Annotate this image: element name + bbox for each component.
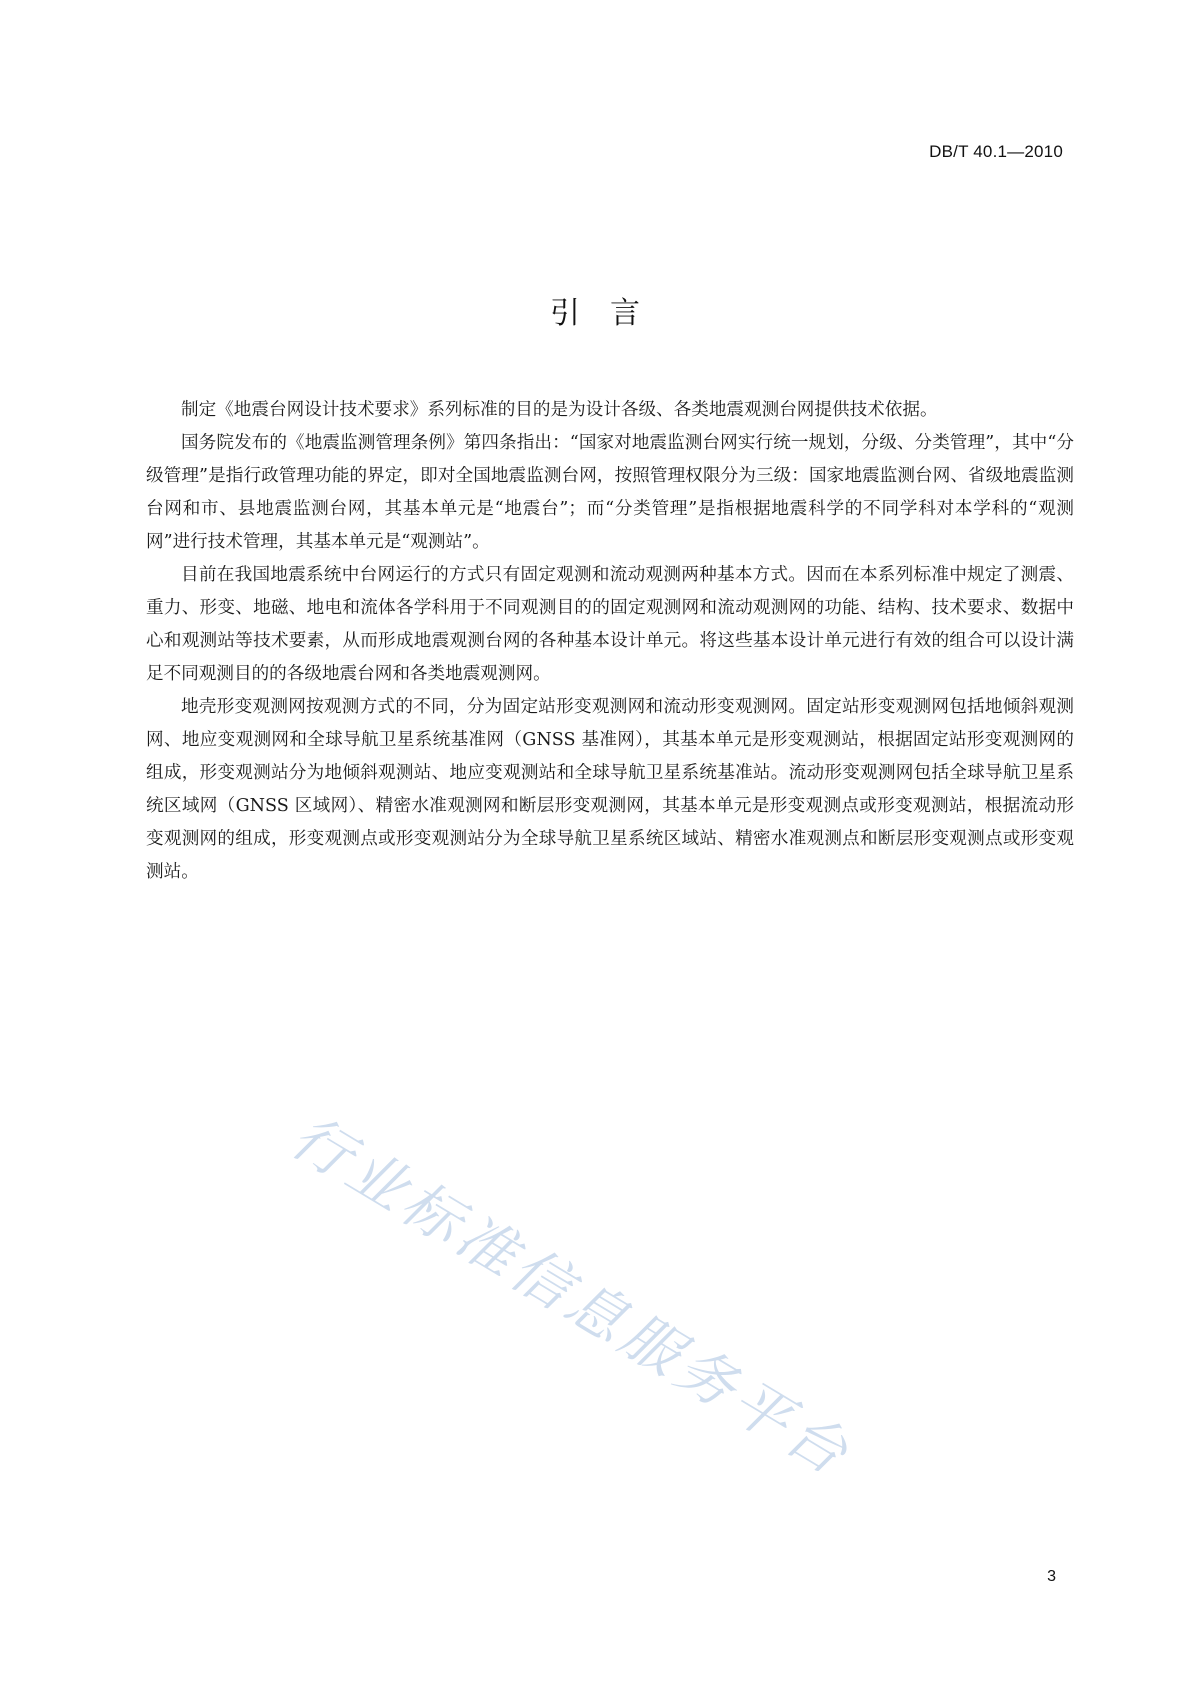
standard-code: DB/T 40.1—2010: [929, 142, 1063, 161]
page-number: 3: [1047, 1568, 1056, 1585]
paragraph-2: 国务院发布的《地震监测管理条例》第四条指出：“国家对地震监测台网实行统一规划，分级、分类管理”，其中“分级管理”是指行政管理功能的界定，即对全国地震监测台网，按照管理权限分为三级：国家地震监测台网、省级地震监测台网和市、县地震监测台网，其基本单元是“地震台”；而“分类管理”是指根据地震科学的不同学科对本学科的“观测网”进行技术管理，其基本单元是“观测站”。: [146, 433, 1074, 552]
paragraph-4: 地壳形变观测网按观测方式的不同，分为固定站形变观测网和流动形变观测网。固定站形变观测网包括地倾斜观测网、地应变观测网和全球导航卫星系统基准网（GNSS 基准网），其基本单元是形变观测站，根据固定站形变观测网的组成，形变观测站分为地倾斜观测站、地应变观测站和全球导航卫星系统基准站。流动形变观测网包括全球导航卫星系统区域网（GNSS 区域网）、精密水准观测网和断层形变观测网，其基本单元是形变观测点或形变观测站，根据流动形变观测网的组成，形变观测点或形变观测站分为全球导航卫星系统区域站、精密水准观测点和断层形变观测点或形变观测站。: [146, 697, 1074, 882]
page-title: 引言: [550, 296, 670, 331]
watermark: 行业标准信息服务平台: [279, 1102, 864, 1491]
body-text: [146, 394, 1074, 889]
paragraph-1: 制定《地震台网设计技术要求》系列标准的目的是为设计各级、各类地震观测台网提供技术依据。: [181, 400, 938, 420]
paragraph-3: 目前在我国地震系统中台网运行的方式只有固定观测和流动观测两种基本方式。因而在本系列标准中规定了测震、重力、形变、地磁、地电和流体各学科用于不同观测目的的固定观测网和流动观测网的功能、结构、技术要求、数据中心和观测站等技术要素，从而形成地震观测台网的各种基本设计单元。将这些基本设计单元进行有效的组合可以设计满足不同观测目的的各级地震台网和各类地震观测网。: [146, 565, 1074, 684]
